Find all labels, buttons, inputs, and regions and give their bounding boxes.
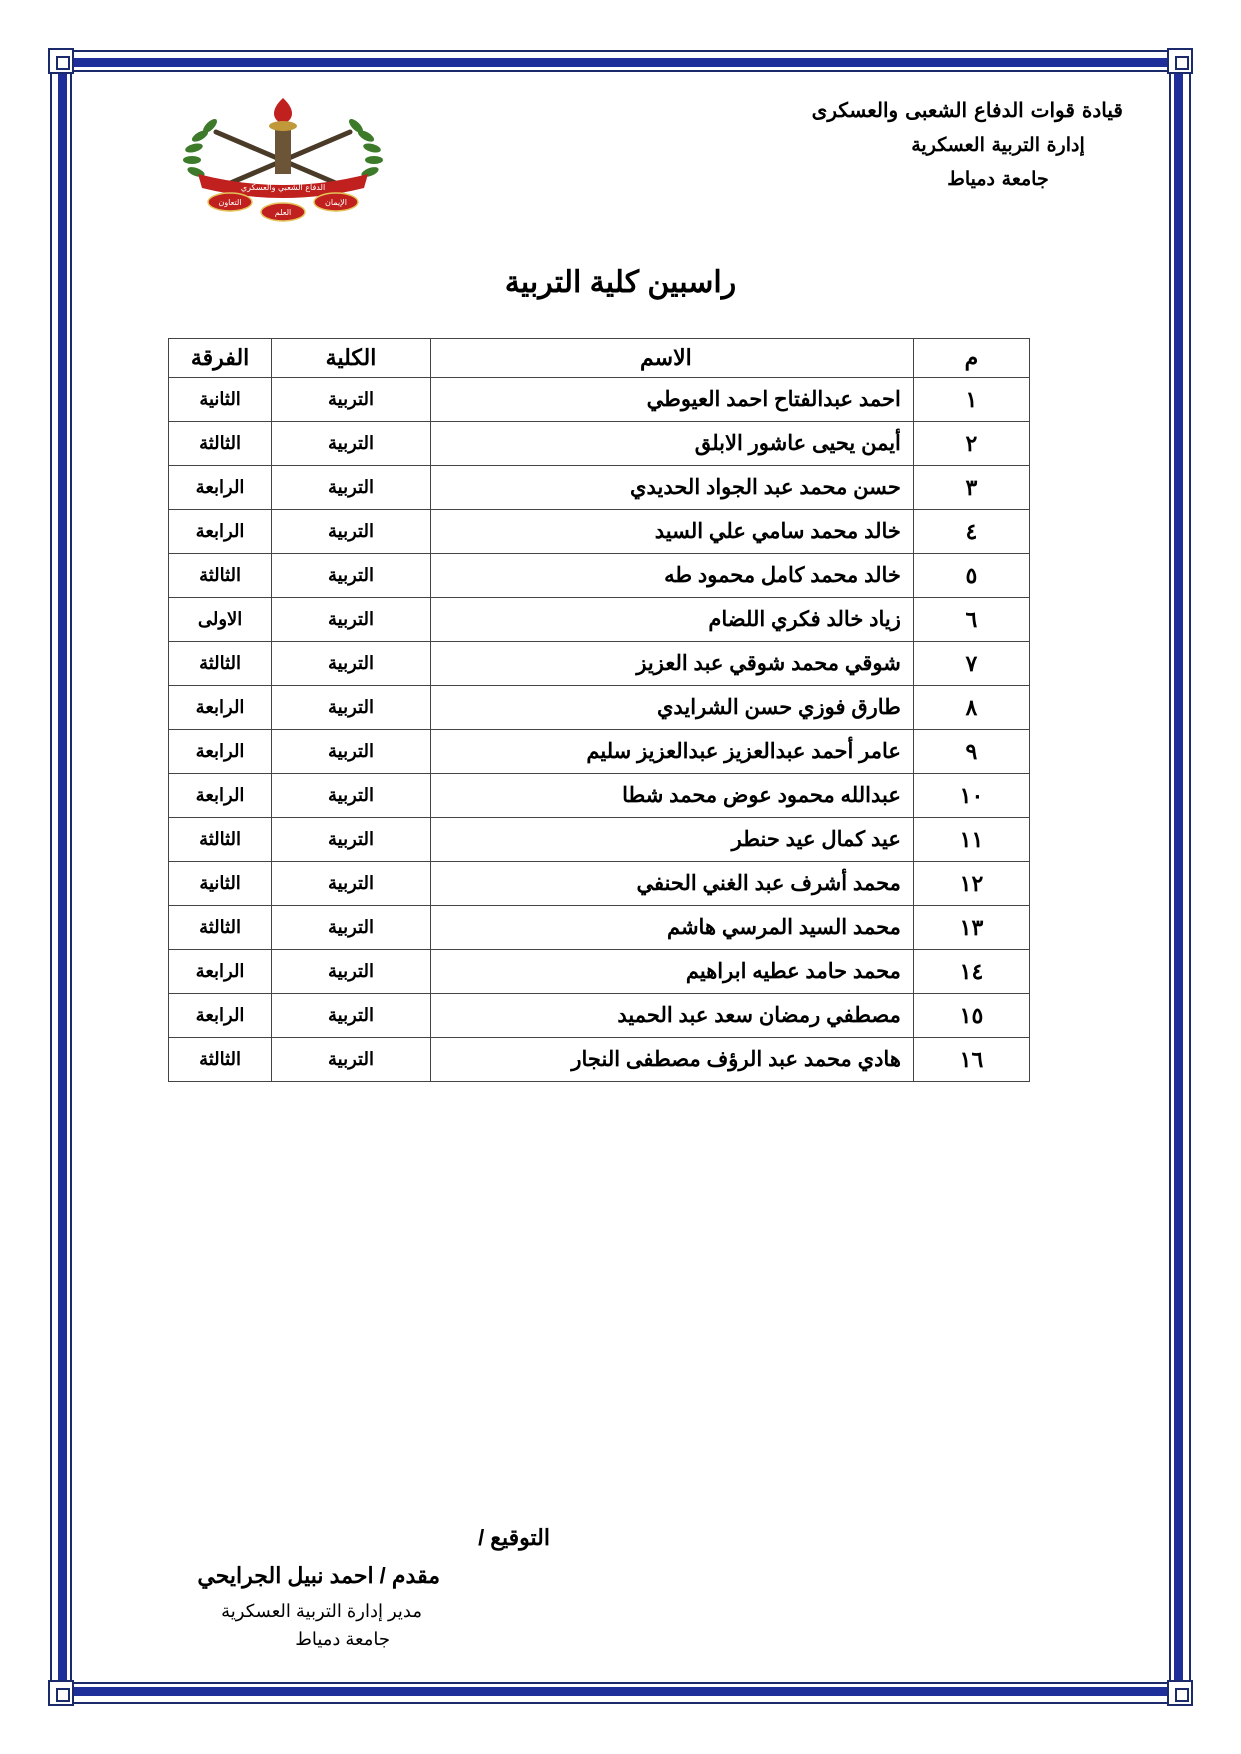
row-faculty: التربية [272, 422, 431, 466]
signature-label: التوقيع / [478, 1525, 550, 1550]
row-num: ١٣ [913, 906, 1029, 950]
table-row [169, 554, 1030, 598]
table-row [169, 510, 1030, 554]
table-row [169, 686, 1030, 730]
row-num: ١١ [913, 818, 1029, 862]
row-faculty: التربية [272, 774, 431, 818]
row-faculty: التربية [272, 818, 431, 862]
row-name: خالد محمد سامي علي السيد [430, 510, 913, 554]
row-faculty: التربية [272, 862, 431, 906]
row-name: احمد عبدالفتاح احمد العيوطي [430, 378, 913, 422]
row-year: الثانية [169, 378, 272, 422]
row-name: عيد كمال عيد حنطر [430, 818, 913, 862]
row-num: ٨ [913, 686, 1029, 730]
row-name: محمد السيد المرسي هاشم [430, 906, 913, 950]
row-name: محمد حامد عطيه ابراهيم [430, 950, 913, 994]
row-year: الثانية [169, 862, 272, 906]
row-name: شوقي محمد شوقي عبد العزيز [430, 642, 913, 686]
table-row [169, 378, 1030, 422]
table-row [169, 730, 1030, 774]
row-name: أيمن يحيى عاشور الابلق [430, 422, 913, 466]
row-faculty: التربية [272, 598, 431, 642]
failed-students-table [168, 338, 1030, 1082]
header-year: الفرقة [169, 339, 272, 378]
row-faculty: التربية [272, 1038, 431, 1082]
emblem-logo [178, 96, 388, 224]
table-row [169, 642, 1030, 686]
row-name: طارق فوزي حسن الشرايدي [430, 686, 913, 730]
header-line-command: قيادة قوات الدفاع الشعبى والعسكرى [811, 98, 1123, 122]
row-year: الثالثة [169, 818, 272, 862]
table-body [169, 378, 1030, 1082]
logo-motto-science: العلم [274, 208, 292, 217]
row-year: الرابعة [169, 686, 272, 730]
row-faculty: التربية [272, 554, 431, 598]
table-header-row [169, 339, 1030, 378]
row-year: الثالثة [169, 906, 272, 950]
document-title: راسبين كلية التربية [504, 266, 737, 299]
table-row [169, 818, 1030, 862]
signatory-university: جامعة دمياط [295, 1629, 390, 1649]
row-name: هادي محمد عبد الرؤف مصطفى النجار [430, 1038, 913, 1082]
row-year: الثالثة [169, 422, 272, 466]
table-row [169, 994, 1030, 1038]
row-year: الاولى [169, 598, 272, 642]
row-num: ٥ [913, 554, 1029, 598]
border-corner-top-left [48, 48, 74, 74]
row-num: ٧ [913, 642, 1029, 686]
row-faculty: التربية [272, 906, 431, 950]
logo-motto-cooperation: التعاون [218, 198, 242, 207]
row-year: الرابعة [169, 994, 272, 1038]
row-faculty: التربية [272, 686, 431, 730]
row-faculty: التربية [272, 642, 431, 686]
row-name: زياد خالد فكري اللضام [430, 598, 913, 642]
border-corner-bottom-right [1167, 1680, 1193, 1706]
row-name: عبدالله محمود عوض محمد شطا [430, 774, 913, 818]
row-num: ٤ [913, 510, 1029, 554]
row-year: الثالثة [169, 642, 272, 686]
row-name: مصطفي رمضان سعد عبد الحميد [430, 994, 913, 1038]
signatory-name: مقدم / احمد نبيل الجرايحي [197, 1563, 440, 1588]
row-num: ١٥ [913, 994, 1029, 1038]
table-row [169, 950, 1030, 994]
table-row [169, 1038, 1030, 1082]
table-row [169, 598, 1030, 642]
table-row [169, 906, 1030, 950]
border-corner-top-right [1167, 48, 1193, 74]
row-name: حسن محمد عبد الجواد الحديدي [430, 466, 913, 510]
row-name: عامر أحمد عبدالعزيز عبدالعزيز سليم [430, 730, 913, 774]
header-num: م [913, 339, 1029, 378]
signatory-position: مدير إدارة التربية العسكرية [221, 1601, 422, 1621]
row-name: خالد محمد كامل محمود طه [430, 554, 913, 598]
logo-ribbon-text: الدفاع الشعبي والعسكري [240, 183, 326, 192]
row-year: الثالثة [169, 554, 272, 598]
table-row [169, 774, 1030, 818]
header-name: الاسم [430, 339, 913, 378]
row-num: ٦ [913, 598, 1029, 642]
logo-motto-faith: الإيمان [325, 198, 347, 207]
row-year: الرابعة [169, 466, 272, 510]
row-faculty: التربية [272, 950, 431, 994]
row-faculty: التربية [272, 510, 431, 554]
row-num: ٩ [913, 730, 1029, 774]
row-num: ١ [913, 378, 1029, 422]
border-corner-bottom-left [48, 1680, 74, 1706]
row-faculty: التربية [272, 994, 431, 1038]
table-row [169, 862, 1030, 906]
table-row [169, 422, 1030, 466]
row-faculty: التربية [272, 378, 431, 422]
row-num: ٢ [913, 422, 1029, 466]
row-year: الثالثة [169, 1038, 272, 1082]
row-year: الرابعة [169, 774, 272, 818]
header-line-department: إدارة التربية العسكرية [911, 134, 1085, 156]
header-faculty: الكلية [272, 339, 431, 378]
row-year: الرابعة [169, 510, 272, 554]
row-num: ١٠ [913, 774, 1029, 818]
header-line-university: جامعة دمياط [947, 168, 1049, 190]
document-header [703, 98, 1123, 190]
row-faculty: التربية [272, 466, 431, 510]
row-num: ١٤ [913, 950, 1029, 994]
row-num: ٣ [913, 466, 1029, 510]
row-num: ١٢ [913, 862, 1029, 906]
table-row [169, 466, 1030, 510]
row-year: الرابعة [169, 730, 272, 774]
row-name: محمد أشرف عبد الغني الحنفي [430, 862, 913, 906]
row-num: ١٦ [913, 1038, 1029, 1082]
row-year: الرابعة [169, 950, 272, 994]
row-faculty: التربية [272, 730, 431, 774]
